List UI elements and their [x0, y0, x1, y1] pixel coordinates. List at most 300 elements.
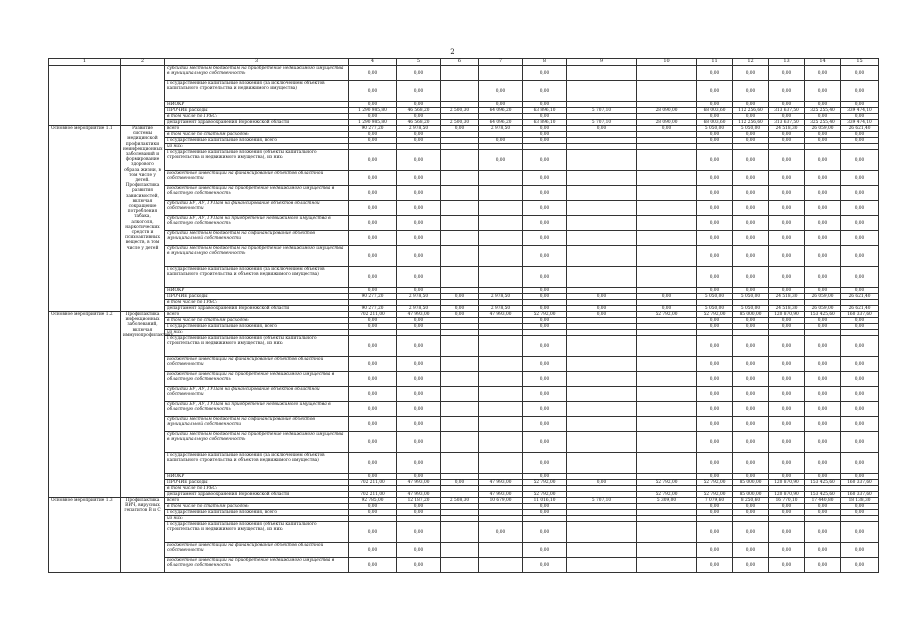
value-cell: 0,00 — [397, 357, 441, 372]
value-cell: 0,00 — [397, 201, 441, 216]
value-cell: 0,00 — [805, 543, 841, 558]
expense-item-label: Государственные капитальные вложения, всего — [165, 510, 349, 516]
value-cell: 0,00 — [523, 504, 567, 510]
value-cell: 0,00 — [349, 504, 397, 510]
value-cell: 0,00 — [697, 171, 733, 186]
column-number-cell: 6 — [441, 59, 479, 66]
expense-item-label: департамент здравоохранения Воронежской области — [165, 492, 349, 498]
value-cell — [637, 267, 697, 288]
value-cell: 85 000,00 — [733, 312, 769, 318]
expense-item-label: из них: — [165, 330, 349, 336]
value-cell: 160 337,60 — [841, 480, 879, 486]
value-cell: 16 770,10 — [769, 498, 805, 504]
value-cell: 325 255,40 — [805, 108, 841, 114]
value-cell: 0,00 — [733, 216, 769, 231]
value-cell: 0,00 — [769, 372, 805, 387]
expense-item-label: департамент здравоохранения Воронежской области — [165, 306, 349, 312]
value-cell: 0,00 — [841, 417, 879, 432]
value-cell: 0,00 — [349, 510, 397, 516]
value-cell: 0,00 — [397, 267, 441, 288]
value-cell — [479, 432, 523, 453]
activity-code — [49, 66, 121, 126]
value-cell: 0,00 — [733, 453, 769, 474]
value-cell: 0,00 — [397, 288, 441, 294]
value-cell: 0,00 — [805, 432, 841, 453]
table-row — [49, 387, 879, 402]
value-cell — [441, 201, 479, 216]
expense-item-label: Бюджетные инвестиции на приобретение недвижимого имущества в областную собственность — [165, 372, 349, 387]
value-cell: 5 050,00 — [697, 294, 733, 300]
value-cell: 2 500,30 — [441, 120, 479, 126]
value-cell: 47 993,00 — [397, 480, 441, 486]
value-cell: 0,00 — [697, 114, 733, 120]
column-number-cell: 15 — [841, 59, 879, 66]
value-cell: 0,00 — [733, 81, 769, 102]
value-cell: 7 079,60 — [697, 498, 733, 504]
expense-item-label: ПРОЧИЕ расходы — [165, 294, 349, 300]
value-cell — [637, 171, 697, 186]
value-cell — [441, 150, 479, 171]
value-cell: 0,00 — [397, 453, 441, 474]
value-cell: 0,00 — [841, 171, 879, 186]
expense-item-label: Государственные капитальные вложения (за исключением объектов капитального строительства и объектов недвижимого имущества) — [165, 267, 349, 288]
table-row — [49, 246, 879, 267]
value-cell: 0,00 — [697, 417, 733, 432]
value-cell: 0,00 — [349, 102, 397, 108]
value-cell: 0,00 — [805, 216, 841, 231]
value-cell — [567, 522, 637, 543]
expense-item-label: субсидии БУ, АУ, ГУПам на финансирование объектов областной собственности — [165, 201, 349, 216]
value-cell: 0,00 — [841, 267, 879, 288]
value-cell: 0,00 — [697, 432, 733, 453]
value-cell: 112 256,60 — [733, 120, 769, 126]
value-cell: 47 993,00 — [479, 492, 523, 498]
value-cell: 0,00 — [769, 246, 805, 267]
value-cell — [567, 372, 637, 387]
value-cell: 702 211,00 — [349, 312, 397, 318]
value-cell: 0,00 — [733, 543, 769, 558]
value-cell: 0,00 — [479, 138, 523, 144]
value-cell: 0,00 — [769, 432, 805, 453]
value-cell: 0,00 — [805, 186, 841, 201]
value-cell: 0,00 — [349, 150, 397, 171]
value-cell: 0,00 — [841, 357, 879, 372]
value-cell: 0,00 — [733, 267, 769, 288]
value-cell: 0,00 — [397, 402, 441, 417]
value-cell — [479, 357, 523, 372]
value-cell: 0,00 — [769, 558, 805, 573]
value-cell: 0,00 — [841, 474, 879, 480]
value-cell — [479, 186, 523, 201]
value-cell: 0,00 — [397, 432, 441, 453]
value-cell: 0,00 — [805, 318, 841, 324]
table-row — [49, 66, 879, 81]
value-cell: 313 637,50 — [769, 120, 805, 126]
value-cell: 0,00 — [441, 306, 479, 312]
value-cell: 0,00 — [397, 336, 441, 357]
value-cell: 0,00 — [733, 474, 769, 480]
page-number: 2 — [450, 48, 455, 56]
expense-item-label: Государственные капитальные вложения (за исключением объектов капитального строительства и недвижимого имущества) — [165, 81, 349, 102]
value-cell — [479, 558, 523, 573]
value-cell: 0,00 — [567, 306, 637, 312]
value-cell: 0,00 — [397, 417, 441, 432]
expense-item-label: Бюджетные инвестиции на финансирование объектов областной собственности — [165, 543, 349, 558]
value-cell — [441, 387, 479, 402]
value-cell: 0,00 — [397, 474, 441, 480]
value-cell: 0,00 — [523, 324, 567, 330]
value-cell: 0,00 — [697, 150, 733, 171]
value-cell: 12 187,20 — [397, 498, 441, 504]
value-cell: 0,00 — [841, 216, 879, 231]
value-cell: 0,00 — [769, 417, 805, 432]
value-cell: 0,00 — [769, 132, 805, 138]
table-row — [49, 357, 879, 372]
column-number-cell: 1 — [49, 59, 121, 66]
value-cell: 0,00 — [733, 324, 769, 330]
value-cell: 0,00 — [841, 231, 879, 246]
value-cell — [479, 66, 523, 81]
value-cell: 0,00 — [733, 132, 769, 138]
value-cell: 0,00 — [349, 201, 397, 216]
value-cell: 0,00 — [637, 306, 697, 312]
value-cell: 68 003,60 — [697, 108, 733, 114]
expense-item-label: всего — [165, 312, 349, 318]
activity-name: Профилактика инфекционных заболеваний, включая иммунопрофилактику — [121, 312, 165, 498]
value-cell: 8 250,60 — [733, 498, 769, 504]
value-cell: 0,00 — [697, 81, 733, 102]
expense-item-label: Государственные капитальные вложения (объекты капитального строительства и недвижимого имущества), из них: — [165, 336, 349, 357]
value-cell: 0,00 — [841, 81, 879, 102]
expense-item-label: всего — [165, 498, 349, 504]
value-cell — [637, 216, 697, 231]
value-cell: 153 425,60 — [805, 312, 841, 318]
value-cell — [479, 336, 523, 357]
value-cell: 0,00 — [733, 186, 769, 201]
value-cell: 0,00 — [805, 171, 841, 186]
table-row — [49, 267, 879, 288]
value-cell: 63 896,10 — [523, 120, 567, 126]
value-cell: 702 211,00 — [349, 492, 397, 498]
value-cell: 0,00 — [479, 150, 523, 171]
value-cell: 0,00 — [349, 114, 397, 120]
expense-item-label: в том числе по статьям расходов: — [165, 318, 349, 324]
value-cell: 0,00 — [349, 216, 397, 231]
value-cell: 0,00 — [523, 336, 567, 357]
value-cell: 0,00 — [523, 357, 567, 372]
value-cell: 0,00 — [697, 102, 733, 108]
value-cell: 0,00 — [733, 114, 769, 120]
value-cell: 325 255,40 — [805, 120, 841, 126]
value-cell — [567, 186, 637, 201]
value-cell: 0,00 — [697, 558, 733, 573]
value-cell: 0,00 — [805, 453, 841, 474]
column-number-cell: 7 — [479, 59, 523, 66]
value-cell: 0,00 — [841, 543, 879, 558]
value-cell — [637, 186, 697, 201]
expense-item-label: субсидии местным бюджетам на софинансирование объектов муниципальной собственности — [165, 417, 349, 432]
value-cell: 0,00 — [523, 294, 567, 300]
value-cell: 0,00 — [397, 114, 441, 120]
value-cell: 0,00 — [697, 66, 733, 81]
table-row — [49, 372, 879, 387]
value-cell: 0,00 — [805, 324, 841, 330]
value-cell — [441, 402, 479, 417]
value-cell: 47 993,00 — [397, 492, 441, 498]
value-cell: 28 090,00 — [637, 120, 697, 126]
value-cell: 0,00 — [349, 387, 397, 402]
value-cell — [479, 402, 523, 417]
value-cell: 0,00 — [697, 186, 733, 201]
value-cell: 0,00 — [697, 132, 733, 138]
expense-item-label: НИОКР — [165, 288, 349, 294]
value-cell: 0,00 — [805, 417, 841, 432]
value-cell: 0,00 — [769, 150, 805, 171]
value-cell: 64 096,20 — [479, 108, 523, 114]
value-cell: 0,00 — [349, 324, 397, 330]
table-row — [49, 81, 879, 102]
value-cell: 0,00 — [523, 432, 567, 453]
value-cell: 0,00 — [841, 387, 879, 402]
value-cell: 92 785,00 — [349, 498, 397, 504]
value-cell: 2 978,50 — [479, 294, 523, 300]
value-cell: 0,00 — [349, 81, 397, 102]
value-cell: 90 277,20 — [349, 294, 397, 300]
value-cell — [479, 246, 523, 267]
value-cell: 0,00 — [523, 150, 567, 171]
activity-name: Развитие системы медицинской профилактики неинфекционных заболеваний и формирование здорового образа жизни, в том числе у детей. Профилактика развития зависимостей, включая сокращение потребления табака, алкоголя, наркотических средств и психоактивных веществ, в том числе у детей — [121, 126, 165, 312]
value-cell: 0,00 — [349, 267, 397, 288]
value-cell: 0,00 — [397, 246, 441, 267]
value-cell: 0,00 — [349, 231, 397, 246]
value-cell: 0,00 — [769, 510, 805, 516]
value-cell: 0,00 — [479, 522, 523, 543]
expense-item-label: Государственные капитальные вложения (объекты капитального строительства и недвижимого имущества), из них: — [165, 150, 349, 171]
value-cell: 0,00 — [733, 387, 769, 402]
table-row — [49, 150, 879, 171]
value-cell: 0,00 — [769, 138, 805, 144]
value-cell — [441, 336, 479, 357]
value-cell — [479, 372, 523, 387]
value-cell: 85 000,00 — [733, 492, 769, 498]
value-cell: 0,00 — [805, 114, 841, 120]
value-cell: 0,00 — [805, 336, 841, 357]
value-cell: 90 277,20 — [349, 126, 397, 132]
table-row — [49, 498, 879, 504]
value-cell: 0,00 — [523, 126, 567, 132]
value-cell: 0,00 — [397, 132, 441, 138]
value-cell: 0,00 — [769, 387, 805, 402]
value-cell: 52 792,00 — [637, 480, 697, 486]
value-cell — [479, 231, 523, 246]
value-cell: 0,00 — [697, 246, 733, 267]
value-cell: 0,00 — [349, 186, 397, 201]
value-cell: 0,00 — [523, 216, 567, 231]
value-cell: 0,00 — [805, 504, 841, 510]
expense-item-label: в том числе по статьям расходов: — [165, 504, 349, 510]
value-cell: 0,00 — [349, 474, 397, 480]
value-cell — [637, 453, 697, 474]
value-cell: 0,00 — [805, 201, 841, 216]
value-cell: 0,00 — [805, 288, 841, 294]
value-cell: 0,00 — [397, 81, 441, 102]
table-row — [49, 294, 879, 300]
table-row — [49, 432, 879, 453]
value-cell: 0,00 — [733, 246, 769, 267]
value-cell: 63 896,10 — [523, 108, 567, 114]
value-cell: 5 050,00 — [733, 294, 769, 300]
value-cell: 0,00 — [397, 510, 441, 516]
value-cell: 0,00 — [805, 510, 841, 516]
expense-item-label: ПРОЧИЕ расходы — [165, 480, 349, 486]
value-cell: 0,00 — [697, 522, 733, 543]
value-cell — [567, 216, 637, 231]
value-cell: 11 016,10 — [523, 498, 567, 504]
value-cell: 0,00 — [441, 294, 479, 300]
value-cell: 0,00 — [637, 126, 697, 132]
value-cell: 0,00 — [523, 306, 567, 312]
value-cell: 0,00 — [769, 114, 805, 120]
column-number-cell: 4 — [349, 59, 397, 66]
expense-item-label: Бюджетные инвестиции на финансирование объектов областной собственности — [165, 357, 349, 372]
value-cell: 0,00 — [841, 432, 879, 453]
value-cell: 0,00 — [805, 81, 841, 102]
value-cell — [567, 171, 637, 186]
value-cell: 26 059,00 — [805, 126, 841, 132]
value-cell: 0,00 — [567, 126, 637, 132]
value-cell: 0,00 — [805, 402, 841, 417]
value-cell — [441, 558, 479, 573]
value-cell: 24 518,30 — [769, 306, 805, 312]
table-row — [49, 558, 879, 573]
value-cell: 0,00 — [769, 288, 805, 294]
value-cell: 0,00 — [805, 558, 841, 573]
value-cell: 0,00 — [769, 231, 805, 246]
value-cell: 0,00 — [769, 474, 805, 480]
table-row — [49, 306, 879, 312]
value-cell: 0,00 — [697, 336, 733, 357]
column-number-cell: 11 — [697, 59, 733, 66]
expense-item-label: НИОКР — [165, 474, 349, 480]
value-cell: 0,00 — [637, 294, 697, 300]
value-cell: 0,00 — [523, 558, 567, 573]
value-cell: 0,00 — [769, 522, 805, 543]
value-cell: 0,00 — [349, 543, 397, 558]
value-cell: 2 508,30 — [441, 498, 479, 504]
value-cell — [441, 66, 479, 81]
value-cell — [637, 417, 697, 432]
value-cell — [567, 267, 637, 288]
value-cell — [567, 150, 637, 171]
value-cell: 0,00 — [769, 402, 805, 417]
table-row — [49, 171, 879, 186]
value-cell: 0,00 — [397, 216, 441, 231]
value-cell: 0,00 — [733, 171, 769, 186]
value-cell: 0,00 — [349, 432, 397, 453]
value-cell: 52 792,00 — [697, 480, 733, 486]
expense-item-label: в том числе по статьям расходов: — [165, 132, 349, 138]
table-row — [49, 231, 879, 246]
value-cell — [441, 246, 479, 267]
column-number-row — [49, 59, 879, 66]
value-cell — [441, 171, 479, 186]
value-cell: 160 337,60 — [841, 492, 879, 498]
value-cell: 2 978,50 — [397, 126, 441, 132]
table-row — [49, 522, 879, 543]
value-cell: 0,00 — [697, 387, 733, 402]
value-cell: 0,00 — [697, 231, 733, 246]
value-cell: 0,00 — [697, 288, 733, 294]
value-cell — [567, 246, 637, 267]
value-cell: 47 993,00 — [397, 312, 441, 318]
value-cell: 0,00 — [697, 138, 733, 144]
column-number-cell: 5 — [397, 59, 441, 66]
table-row — [49, 402, 879, 417]
value-cell: 0,00 — [769, 357, 805, 372]
value-cell: 0,00 — [841, 114, 879, 120]
value-cell: 0,00 — [523, 522, 567, 543]
value-cell: 0,00 — [697, 357, 733, 372]
value-cell: 10 679,00 — [479, 498, 523, 504]
value-cell — [567, 543, 637, 558]
value-cell: 2 978,50 — [479, 306, 523, 312]
value-cell: 0,00 — [769, 216, 805, 231]
value-cell: 0,00 — [733, 102, 769, 108]
value-cell: 52 792,00 — [697, 492, 733, 498]
value-cell: 0,00 — [805, 66, 841, 81]
value-cell: 0,00 — [769, 336, 805, 357]
value-cell: 0,00 — [397, 543, 441, 558]
value-cell: 0,00 — [805, 231, 841, 246]
value-cell: 0,00 — [733, 318, 769, 324]
value-cell — [441, 522, 479, 543]
expense-item-label: ПРОЧИЕ расходы — [165, 108, 349, 114]
value-cell: 0,00 — [397, 150, 441, 171]
value-cell: 5 707,10 — [567, 120, 637, 126]
value-cell — [479, 417, 523, 432]
value-cell: 0,00 — [769, 186, 805, 201]
table-row — [49, 126, 879, 132]
value-cell — [479, 387, 523, 402]
value-cell: 0,00 — [733, 138, 769, 144]
value-cell: 0,00 — [697, 504, 733, 510]
value-cell: 0,00 — [523, 387, 567, 402]
value-cell: 0,00 — [349, 171, 397, 186]
value-cell: 0,00 — [349, 66, 397, 81]
expense-item-label: субсидии БУ, АУ, ГУПам на приобретение недвижимого имущества в областную собственность — [165, 216, 349, 231]
table-row — [49, 120, 879, 126]
value-cell: 0,00 — [397, 522, 441, 543]
value-cell: 5 050,00 — [733, 306, 769, 312]
value-cell — [479, 453, 523, 474]
value-cell: 0,00 — [523, 453, 567, 474]
budget-table — [48, 58, 879, 573]
value-cell: 47 993,00 — [479, 480, 523, 486]
value-cell — [441, 267, 479, 288]
value-cell: 0,00 — [841, 402, 879, 417]
value-cell — [567, 402, 637, 417]
value-cell: 0,00 — [697, 318, 733, 324]
value-cell: 52 792,00 — [637, 312, 697, 318]
value-cell: 0,00 — [769, 201, 805, 216]
value-cell — [637, 402, 697, 417]
value-cell: 0,00 — [841, 522, 879, 543]
value-cell: 0,00 — [523, 201, 567, 216]
value-cell: 0,00 — [805, 474, 841, 480]
value-cell — [637, 543, 697, 558]
value-cell — [441, 417, 479, 432]
value-cell: 0,00 — [697, 543, 733, 558]
